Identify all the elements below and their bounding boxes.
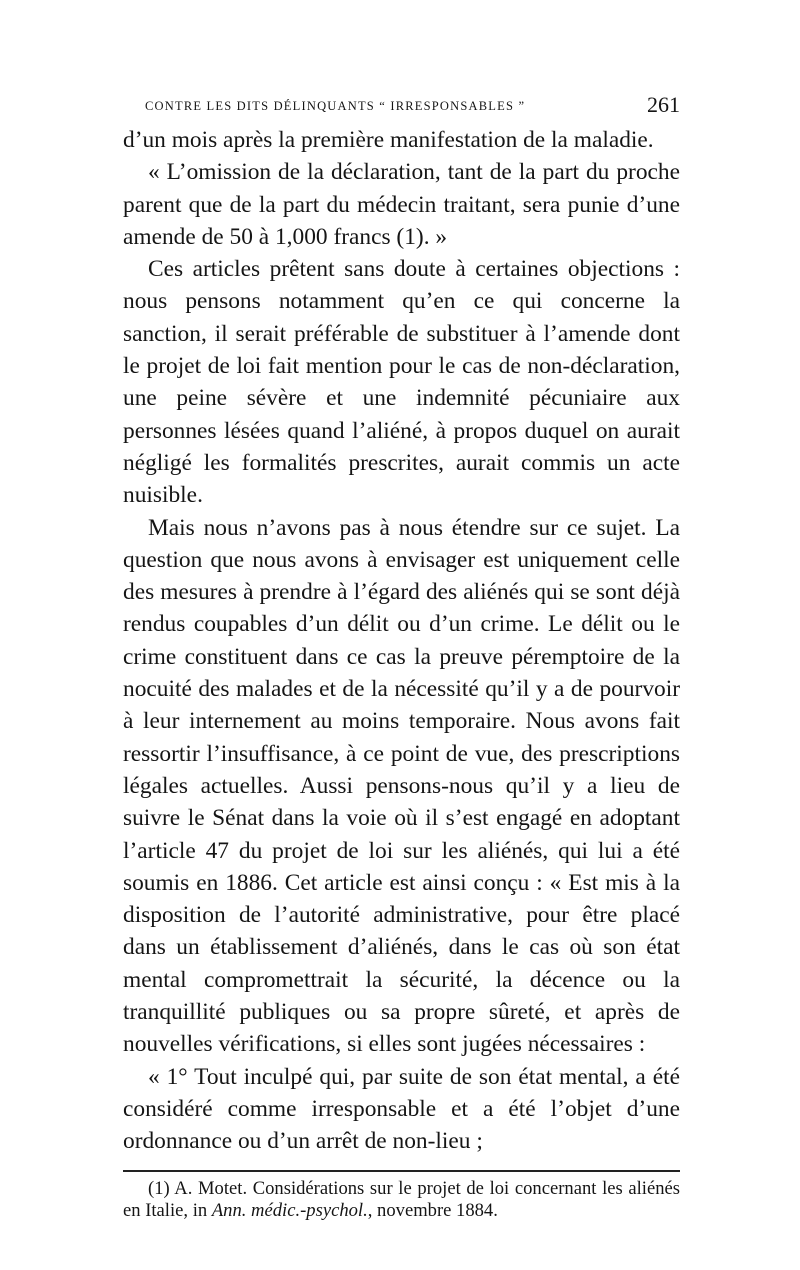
footnote: [123, 1178, 680, 1222]
footnote-text-start: (1) A. Motet. Considérations sur le projet de loi concernant les aliénés en Italie, in: [123, 1177, 680, 1221]
paragraph-senate-article: Mais nous n’avons pas à nous étendre sur ce sujet. La question que nous avons à envisager est uniquement celle des mesures à prendre à l’égard des aliénés qui se sont déjà rendus coupables d’un délit ou d’un crime. Le délit ou le crime constituent dans ce cas la preuve péremptoire de la nocuité des malades et de la nécessité qu’il y a de pourvoir à leur internement au moins temporaire. Nous avons fait ressortir l’insuffisance, à ce point de vue, des prescriptions légales actuelles. Aussi pensons-nous qu’il y a lieu de suivre le Sénat dans la voie où il s’est engagé en adoptant l’article 47 du projet de loi sur les aliénés, qui lui a été soumis en 1886. Cet article est ainsi conçu : « Est mis à la disposition de l’autorité administrative, pour être placé dans un établissement d’aliénés, dans le cas où son état mental compromettrait la sécurité, la décence ou la tranquillité publiques ou sa propre sûreté, et après de nouvelles vérifications, si elles sont jugées nécessaires :: [123, 514, 680, 1058]
paragraph-quote-penalty: « L’omission de la déclaration, tant de la part du proche parent que de la part du médecin traitant, sera punie d’une amende de 50 à 1,000 francs (1). »: [123, 159, 680, 250]
running-head-title: CONTRE LES DITS DÉLINQUANTS “ IRRESPONSABLES ”: [145, 99, 526, 113]
footnote-text-end: , novembre 1884.: [367, 1199, 498, 1221]
footnote-divider: [123, 1170, 680, 1172]
paragraph-continuation: d’un mois après la première manifestation de la maladie.: [123, 127, 654, 153]
paragraph-article-item-1: « 1° Tout inculpé qui, par suite de son état mental, a été considéré comme irresponsable et a été l’objet d’une ordonnance ou d’un arrêt de non-lieu ;: [123, 1063, 680, 1155]
book-page: [123, 92, 680, 1222]
running-head: [123, 92, 680, 122]
paragraph-objections: Ces articles prêtent sans doute à certaines objections : nous pensons notamment qu’en ce qui concerne la sanction, il serait préférable de substituer à l’amende dont le projet de loi fait mention pour le cas de non-déclaration, une peine sévère et une indemnité pécuniaire aux personnes lésées quand l’aliéné, à propos duquel on aurait négligé les formalités prescrites, aurait commis un acte nuisible.: [123, 256, 680, 509]
body-text: [123, 124, 680, 1158]
page-number: 261: [647, 92, 680, 117]
footnote-journal-title: Ann. médic.-psychol.: [211, 1199, 368, 1221]
